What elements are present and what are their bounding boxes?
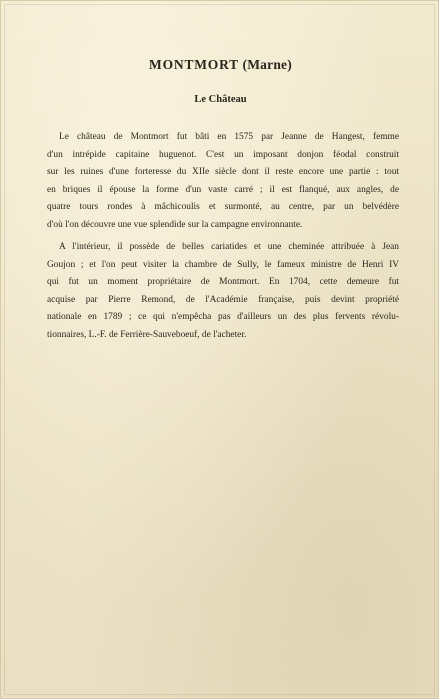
section-subtitle: Le Château (194, 94, 247, 105)
text-line: Le château de Montmort fut bâti en 1575 par Jeanne de Hangest, femme (59, 132, 399, 142)
text-line: en briques il épouse la forme d'un vaste carré ; il est flanqué, aux angles, de (47, 184, 399, 195)
paragraph-2 (47, 239, 399, 344)
text-line: sur les ruines d'une forteresse du XIIe siècle dont il reste encore une partie : tout (47, 167, 399, 178)
text-line: A l'intérieur, il possède de belles cariatides et une cheminée attribuée à Jean (59, 242, 399, 252)
text-line: nationale en 1789 ; ce qui n'empêcha pas d'ailleurs un des plus fervents révolu- (47, 312, 399, 323)
text-line: tionnaires, L.-F. de Ferrière-Sauveboeuf, de l'acheter. (47, 329, 247, 340)
paragraph-1 (47, 129, 399, 234)
text-line: quatre tours rondes à mâchicoulis et surmonté, au centre, par un belvédère (47, 202, 399, 213)
title-region: (Marne) (242, 57, 292, 72)
text-line: Goujon ; et l'on peut visiter la chambre de Sully, le fameux ministre de Henri IV (47, 259, 399, 270)
text-line: qui fut un moment propriétaire de Montmort. En 1704, cette demeure fut (47, 277, 399, 288)
text-line: d'un intrépide capitaine huguenot. C'est un imposant donjon féodal construit (47, 149, 399, 160)
page-title (1, 57, 439, 73)
text-line: d'où l'on découvre une vue splendide sur la campagne environnante. (47, 219, 303, 230)
text-line: acquise par Pierre Remond, de l'Académie française, puis devint propriété (47, 294, 399, 305)
title-place: MONTMORT (149, 57, 239, 72)
